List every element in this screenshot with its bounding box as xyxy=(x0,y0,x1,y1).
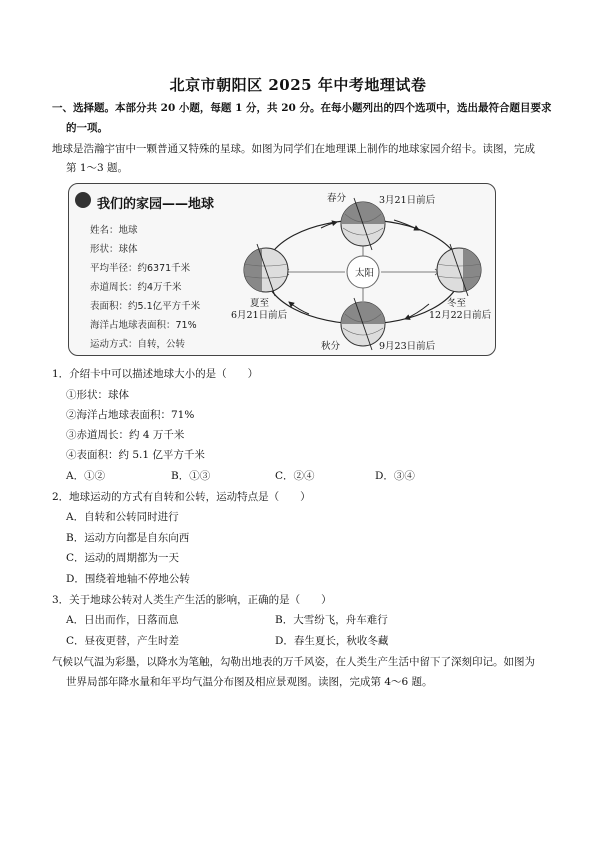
q3-option-c: C．昼夜更替，产生时差 xyxy=(66,635,180,647)
card-line-motion: 运动方式：自转，公转 xyxy=(90,339,186,350)
card-line-shape: 形状：球体 xyxy=(90,244,138,255)
earth-orbit-diagram xyxy=(229,184,495,355)
card-line-radius: 平均半径：约6371千米 xyxy=(90,263,191,274)
winter-label: 冬至 xyxy=(447,298,467,309)
q1-item-1: ①形状：球体 xyxy=(66,389,129,401)
spring-date: 3月21日前后 xyxy=(379,195,436,206)
q1-item-4: ④表面积：约 5.1 亿平方千米 xyxy=(66,449,205,461)
section-heading: 一、选择题。本部分共 20 小题，每题 1 分，共 20 分。在每小题列出的四个选项中，选出最符合题目要求 xyxy=(52,102,552,114)
summer-date: 6月21日前后 xyxy=(231,310,288,321)
q1-option-b: B．①③ xyxy=(171,470,211,482)
autumn-date: 9月23日前后 xyxy=(379,341,436,352)
q2-stem: 2．地球运动的方式有自转和公转，运动特点是（ ） xyxy=(52,491,311,503)
q1-option-d: D．③④ xyxy=(375,470,415,482)
outro-text: 气候以气温为彩墨，以降水为笔触，勾勒出地表的万千风姿，在人类生产生活中留下了深刻印记。如图为 xyxy=(52,656,535,668)
winter-date: 12月22日前后 xyxy=(429,310,492,321)
card-line-area: 表面积：约5.1亿平方千米 xyxy=(90,301,201,312)
intro-text: 地球是浩瀚宇宙中一颗普通又特殊的星球。如图为同学们在地理课上制作的地球家园介绍卡。读图，完成 xyxy=(52,143,535,155)
card-line-ocean: 海洋占地球表面积：71% xyxy=(90,320,197,331)
spring-label: 春分 xyxy=(327,193,347,204)
q3-option-a: A．日出而作，日落而息 xyxy=(66,614,179,626)
q1-option-c: C．②④ xyxy=(275,470,315,482)
outro-text-cont: 世界局部年降水量和年平均气温分布图及相应景观图。读图，完成第 4～6 题。 xyxy=(66,676,433,688)
summer-label: 夏至 xyxy=(250,298,270,309)
q2-option-d: D．围绕着地轴不停地公转 xyxy=(66,573,190,585)
intro-text-cont: 第 1～3 题。 xyxy=(66,162,129,174)
sun-label: 太阳 xyxy=(355,268,375,279)
earth-winter-solstice xyxy=(437,244,483,296)
card-line-equator: 赤道周长：约4万千米 xyxy=(90,282,182,293)
page-title: 北京市朝阳区 2025 年中考地理试卷 xyxy=(169,76,427,94)
q2-option-b: B．运动方向都是自东向西 xyxy=(66,532,190,544)
section-heading-cont: 的一项。 xyxy=(66,122,108,134)
q2-option-c: C．运动的周期都为一天 xyxy=(66,552,180,564)
card-line-name: 姓名：地球 xyxy=(90,225,138,236)
q3-option-d: D．春生夏长，秋收冬藏 xyxy=(275,635,389,647)
q3-option-b: B．大雪纷飞，舟车难行 xyxy=(275,614,388,626)
q2-option-a: A．自转和公转同时进行 xyxy=(66,511,179,523)
q1-item-3: ③赤道周长：约 4 万千米 xyxy=(66,429,185,441)
earth-intro-card xyxy=(68,183,496,356)
earth-summer-solstice xyxy=(244,244,288,296)
q1-item-2: ②海洋占地球表面积：71% xyxy=(66,409,195,421)
q3-stem: 3．关于地球公转对人类生产生活的影响，正确的是（ ） xyxy=(52,594,332,606)
q1-stem: 1．介绍卡中可以描述地球大小的是（ ） xyxy=(52,368,259,380)
autumn-label: 秋分 xyxy=(321,341,341,352)
card-title: 我们的家园——地球 xyxy=(97,197,215,212)
q1-option-a: A．①② xyxy=(66,470,106,482)
globe-icon xyxy=(75,192,91,208)
